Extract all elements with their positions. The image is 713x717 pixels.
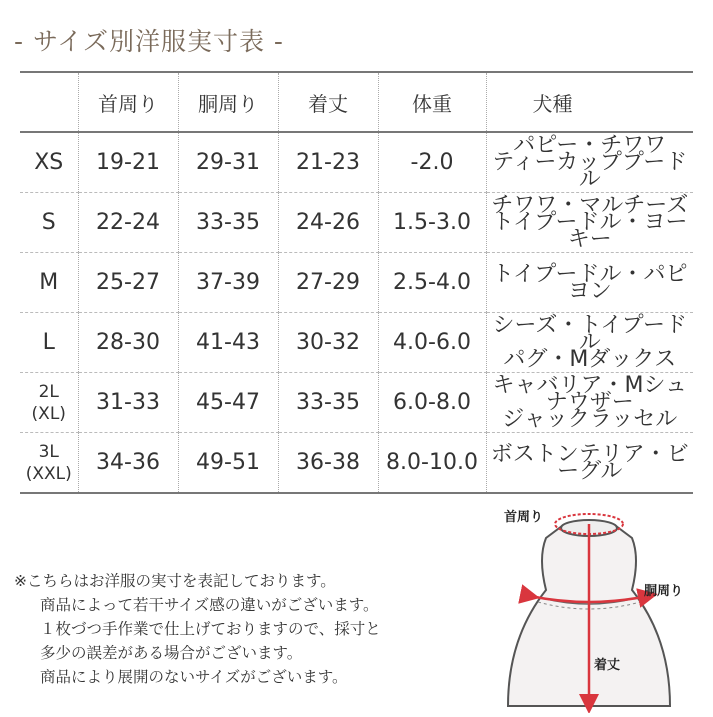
note-line: 多少の誤差がある場合がございます。 (40, 644, 303, 662)
length-cell: 33-35 (278, 373, 378, 433)
weight-cell: 8.0-10.0 (378, 433, 486, 494)
note-line: ※こちらはお洋服の実寸を表記しております。 (14, 572, 336, 590)
note-line: 商品によって若干サイズ感の違いがございます。 (40, 596, 379, 614)
note-line: １枚づつ手作業で仕上げておりますので、採寸と (40, 620, 381, 638)
waist-cell: 29-31 (178, 132, 278, 193)
table-row (20, 132, 693, 193)
dress-illustration (490, 498, 713, 713)
neck-cell: 31-33 (78, 373, 178, 433)
size-chart-table (20, 71, 693, 494)
notes (14, 569, 381, 689)
neck-cell: 34-36 (78, 433, 178, 494)
table-header-row (20, 72, 693, 132)
breed-cell: チワワ・マルチーズ トイプードル・ヨーキー (486, 193, 693, 253)
table-row (20, 193, 693, 253)
neck-cell: 25-27 (78, 253, 178, 313)
header-neck: 首周り (78, 72, 178, 132)
length-cell: 27-29 (278, 253, 378, 313)
table-row (20, 433, 693, 494)
header-breed: 犬種 (486, 72, 693, 132)
weight-cell: 6.0-8.0 (378, 373, 486, 433)
size-cell: 2L (XL) (20, 373, 78, 433)
waist-cell: 41-43 (178, 313, 278, 373)
measurement-diagram (490, 498, 713, 713)
neck-cell: 28-30 (78, 313, 178, 373)
breed-cell: キャバリア・Mシュナウザー ジャックラッセル (486, 373, 693, 433)
page-title: - サイズ別洋服実寸表 - (14, 27, 284, 56)
length-cell: 21-23 (278, 132, 378, 193)
waist-cell: 45-47 (178, 373, 278, 433)
size-cell: XS (20, 132, 78, 193)
length-cell: 24-26 (278, 193, 378, 253)
note-line: 商品により展開のないサイズがございます。 (40, 668, 348, 686)
neck-label: 首周り (504, 510, 544, 525)
weight-cell: -2.0 (378, 132, 486, 193)
neck-cell: 22-24 (78, 193, 178, 253)
weight-cell: 4.0-6.0 (378, 313, 486, 373)
waist-label: 胴周り (644, 584, 684, 599)
size-cell: M (20, 253, 78, 313)
waist-cell: 49-51 (178, 433, 278, 494)
table-row (20, 253, 693, 313)
breed-cell: トイプードル・パピヨン (486, 253, 693, 313)
weight-cell: 2.5-4.0 (378, 253, 486, 313)
size-cell: L (20, 313, 78, 373)
waist-cell: 37-39 (178, 253, 278, 313)
size-cell: S (20, 193, 78, 253)
size-cell: 3L (XXL) (20, 433, 78, 494)
breed-cell: ボストンテリア・ビーグル (486, 433, 693, 494)
breed-cell: パピー・チワワ ティーカッププードル (486, 132, 693, 193)
table-row (20, 313, 693, 373)
weight-cell: 1.5-3.0 (378, 193, 486, 253)
length-cell: 30-32 (278, 313, 378, 373)
waist-cell: 33-35 (178, 193, 278, 253)
length-label: 着丈 (594, 658, 621, 673)
header-size (20, 72, 78, 132)
breed-cell: シーズ・トイプードル パグ・Mダックス (486, 313, 693, 373)
neck-cell: 19-21 (78, 132, 178, 193)
length-cell: 36-38 (278, 433, 378, 494)
header-waist: 胴周り (178, 72, 278, 132)
table-row (20, 373, 693, 433)
header-length: 着丈 (278, 72, 378, 132)
header-weight: 体重 (378, 72, 486, 132)
